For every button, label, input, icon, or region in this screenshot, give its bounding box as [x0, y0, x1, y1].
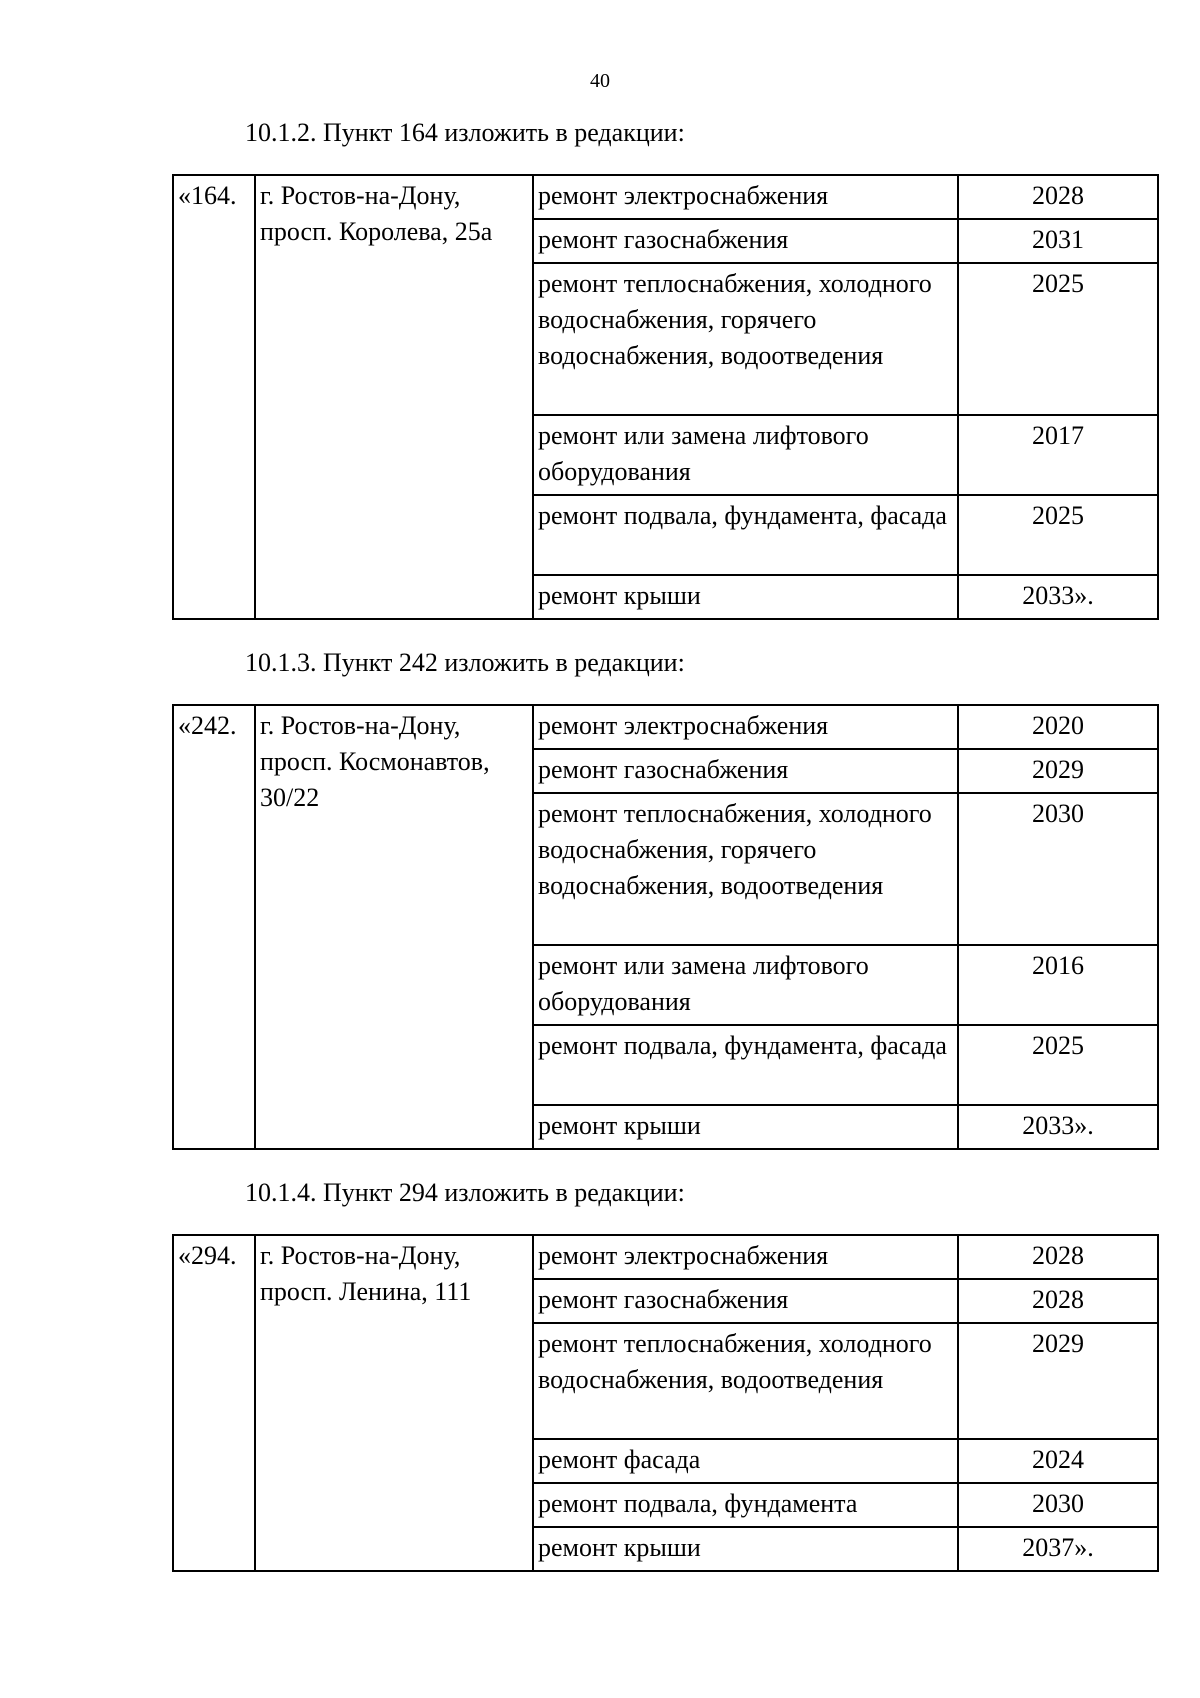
work-type: ремонт крыши — [533, 575, 958, 619]
year: 2025 — [958, 263, 1158, 415]
work-type: ремонт газоснабжения — [533, 1279, 958, 1323]
work-type: ремонт или замена лифтового оборудования — [533, 945, 958, 1025]
work-type: ремонт подвала, фундамента — [533, 1483, 958, 1527]
year: 2033». — [958, 1105, 1158, 1149]
item-number: «164. — [173, 175, 255, 619]
year: 2030 — [958, 793, 1158, 945]
work-type: ремонт крыши — [533, 1105, 958, 1149]
address: г. Ростов-на-Дону, просп. Космонавтов, 30/22 — [255, 705, 533, 1149]
year: 2028 — [958, 1279, 1158, 1323]
year: 2029 — [958, 1323, 1158, 1439]
year: 2033». — [958, 575, 1158, 619]
work-type: ремонт электроснабжения — [533, 1235, 958, 1279]
item-number: «242. — [173, 705, 255, 1149]
work-type: ремонт газоснабжения — [533, 219, 958, 263]
year: 2025 — [958, 1025, 1158, 1105]
work-type: ремонт или замена лифтового оборудования — [533, 415, 958, 495]
year: 2028 — [958, 1235, 1158, 1279]
schedule-table — [172, 1234, 1159, 1572]
year: 2024 — [958, 1439, 1158, 1483]
schedule-table — [172, 704, 1159, 1150]
work-type: ремонт подвала, фундамента, фасада — [533, 495, 958, 575]
work-type: ремонт газоснабжения — [533, 749, 958, 793]
year: 2029 — [958, 749, 1158, 793]
address: г. Ростов-на-Дону, просп. Королева, 25а — [255, 175, 533, 619]
section-heading: 10.1.2. Пункт 164 изложить в редакции: — [245, 118, 685, 147]
work-type: ремонт теплоснабжения, холодного водоснабжения, горячего водоснабжения, водоотведения — [533, 263, 958, 415]
year: 2025 — [958, 495, 1158, 575]
section-heading: 10.1.3. Пункт 242 изложить в редакции: — [245, 648, 685, 677]
year: 2028 — [958, 175, 1158, 219]
section-heading: 10.1.4. Пункт 294 изложить в редакции: — [245, 1178, 685, 1207]
item-number: «294. — [173, 1235, 255, 1571]
year: 2016 — [958, 945, 1158, 1025]
page-number: 40 — [590, 70, 610, 92]
year: 2031 — [958, 219, 1158, 263]
year: 2037». — [958, 1527, 1158, 1571]
work-type: ремонт теплоснабжения, холодного водоснабжения, водоотведения — [533, 1323, 958, 1439]
address: г. Ростов-на-Дону, просп. Ленина, 111 — [255, 1235, 533, 1571]
work-type: ремонт электроснабжения — [533, 705, 958, 749]
work-type: ремонт подвала, фундамента, фасада — [533, 1025, 958, 1105]
year: 2020 — [958, 705, 1158, 749]
work-type: ремонт электроснабжения — [533, 175, 958, 219]
year: 2030 — [958, 1483, 1158, 1527]
work-type: ремонт фасада — [533, 1439, 958, 1483]
year: 2017 — [958, 415, 1158, 495]
work-type: ремонт теплоснабжения, холодного водоснабжения, горячего водоснабжения, водоотведения — [533, 793, 958, 945]
work-type: ремонт крыши — [533, 1527, 958, 1571]
schedule-table — [172, 174, 1159, 620]
